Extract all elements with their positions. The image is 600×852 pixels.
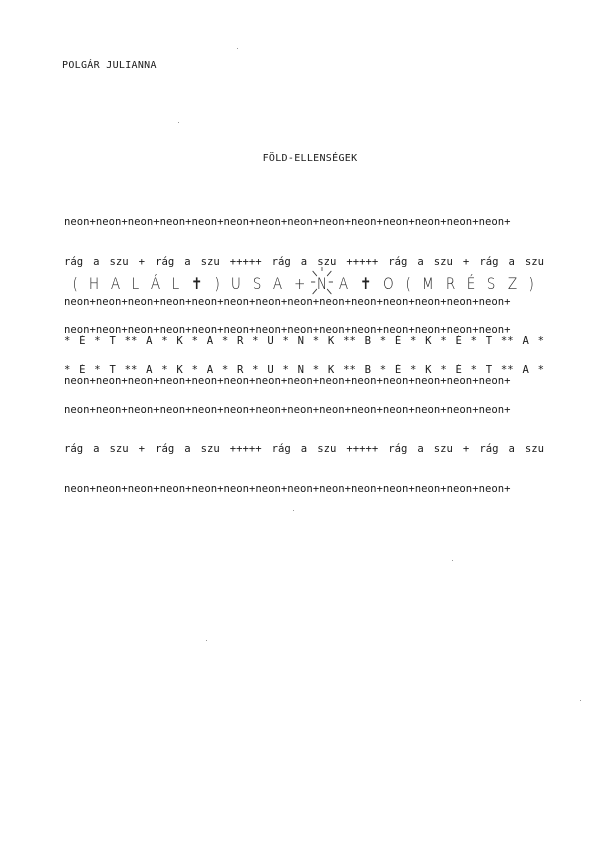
center-line-glyph: ) <box>528 273 534 293</box>
center-line-glyph: ) <box>214 273 220 293</box>
center-line-glyph: H <box>89 273 100 293</box>
center-line-glyph: N <box>317 274 327 293</box>
center-line-glyph: A <box>272 273 282 293</box>
poem-line: neon+neon+neon+neon+neon+neon+neon+neon+neon+neon+neon+neon+neon+neon+ <box>64 324 511 337</box>
poem-line: neon+neon+neon+neon+neon+neon+neon+neon+neon+neon+neon+neon+neon+neon+ <box>64 482 511 495</box>
poem-line: * É * T ** A * K * A * R * U * N * K ** B * É * K * É * T ** A * <box>64 335 544 348</box>
center-line-glyph: M <box>422 273 435 293</box>
poem-line: rág a szu + rág a szu +++++ rág a szu +++++ rág a szu + rág a szu <box>64 256 544 268</box>
center-line-glyph: O <box>383 273 395 293</box>
center-line-glyph: L <box>171 273 180 293</box>
scan-speck <box>237 48 238 49</box>
center-line-glyph: Z <box>507 273 517 293</box>
poem-line: neon+neon+neon+neon+neon+neon+neon+neon+neon+neon+neon+neon+neon+neon+ <box>64 295 511 308</box>
scan-speck <box>293 510 294 511</box>
poem-line: rág a szu + rág a szu +++++ rág a szu +++++ rág a szu + rág a szu <box>64 443 544 456</box>
poem-line: neon+neon+neon+neon+neon+neon+neon+neon+neon+neon+neon+neon+neon+neon+ <box>64 216 511 229</box>
scan-speck <box>206 640 207 641</box>
center-line-glyph: R <box>446 273 456 293</box>
burst-icon <box>311 267 333 297</box>
center-line-glyph: U <box>230 273 241 293</box>
center-line-glyph: ✝ <box>191 273 203 293</box>
scan-speck <box>178 122 179 123</box>
center-line-glyph: L <box>131 273 140 293</box>
center-line-glyph: ( <box>72 273 78 293</box>
poem-line: * É * T ** A * K * A * R * U * N * K ** B * É * K * É * T ** A * <box>64 364 544 376</box>
poem-block-bottom <box>64 295 544 522</box>
center-line-glyph: ( <box>405 273 411 293</box>
poem-line: neon+neon+neon+neon+neon+neon+neon+neon+neon+neon+neon+neon+neon+neon+ <box>64 374 511 387</box>
center-line-glyph: ✝ <box>360 273 372 293</box>
center-line-glyph: A <box>338 273 349 293</box>
center-line-glyph: S <box>252 273 261 293</box>
center-line-glyph: + <box>293 273 306 293</box>
poem-line: neon+neon+neon+neon+neon+neon+neon+neon+neon+neon+neon+neon+neon+neon+ <box>64 403 511 416</box>
center-line-glyph: A <box>111 273 121 293</box>
poem-title: FÖLD-ELLENSÉGEK <box>262 153 358 164</box>
scan-speck <box>580 700 581 701</box>
center-line-glyph: S <box>487 273 496 293</box>
center-line-glyph: É <box>467 273 476 293</box>
center-line-glyph: Á <box>151 273 161 293</box>
poem-center-line <box>72 270 534 296</box>
author-name: POLGÁR JULIANNA <box>62 60 157 71</box>
scan-speck <box>452 560 453 561</box>
